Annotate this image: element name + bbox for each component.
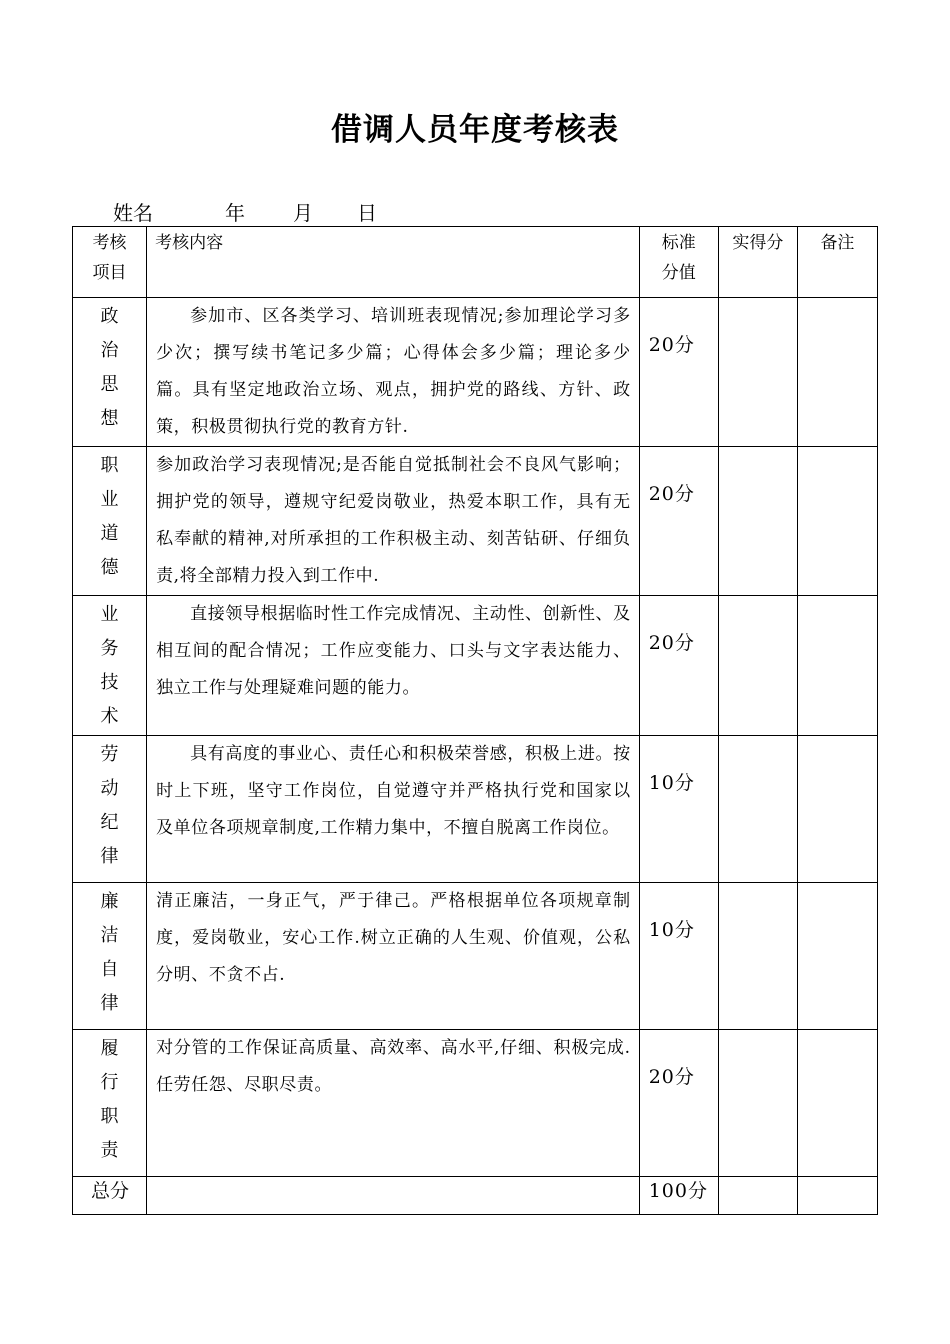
content-text: 参加政治学习表现情况;是否能自觉抵制社会不良风气影响；拥护党的领导，遵规守纪爱岗敬业，热爱本职工作，具有无私奉献的精神,对所承担的工作积极主动、刻苦钻研、仔细负责,将全部精力投入到工作中. (156, 455, 631, 586)
category-cell (73, 596, 147, 736)
category-cell (73, 298, 147, 447)
total-row (73, 1177, 878, 1215)
standard-score: 20分 (648, 1066, 695, 1088)
category-char: 思 (100, 374, 119, 395)
category-char: 政 (100, 306, 119, 327)
category-char: 动 (100, 778, 119, 799)
standard-cell (639, 596, 718, 736)
standard-cell (639, 447, 718, 596)
total-label: 总分 (91, 1180, 130, 1202)
header-category-line-2: 项目 (92, 263, 127, 283)
header-note-cell (797, 227, 877, 298)
header-line (113, 200, 377, 226)
actual-score-cell[interactable] (718, 298, 797, 447)
year-label: 年 (225, 201, 245, 225)
category-char: 责 (100, 1140, 119, 1161)
table-row (73, 1030, 878, 1177)
name-label: 姓名 (113, 201, 153, 225)
content-cell (147, 736, 640, 883)
category-char: 术 (100, 706, 119, 727)
header-actual: 实得分 (732, 233, 784, 253)
content-text: 清正廉洁，一身正气，严于律己。严格根据单位各项规章制度，爱岗敬业，安心工作.树立正确的人生观、价值观，公私分明、不贪不占. (156, 891, 631, 985)
table-row (73, 883, 878, 1030)
category-char: 道 (100, 523, 119, 544)
actual-score-cell[interactable] (718, 883, 797, 1030)
actual-score-cell[interactable] (718, 1030, 797, 1177)
day-label: 日 (357, 201, 377, 225)
total-content-cell (147, 1177, 640, 1215)
standard-cell (639, 736, 718, 883)
content-text: 具有高度的事业心、责任心和积极荣誉感，积极上进。按时上下班，坚守工作岗位，自觉遵守并严格执行党和国家以及单位各项规章制度,工作精力集中，不擅自脱离工作岗位。 (156, 744, 631, 838)
category-char: 职 (100, 1106, 119, 1127)
header-note: 备注 (820, 233, 855, 253)
content-cell (147, 1030, 640, 1177)
standard-score: 10分 (648, 919, 695, 941)
content-cell (147, 447, 640, 596)
category-char: 业 (100, 489, 119, 510)
category-char: 想 (100, 408, 119, 429)
category-char: 履 (100, 1038, 119, 1059)
category-cell (73, 883, 147, 1030)
assessment-table (72, 226, 878, 1215)
total-standard-score: 100分 (648, 1180, 708, 1202)
category-char: 律 (100, 993, 119, 1014)
category-char: 务 (100, 638, 119, 659)
header-standard-line-2: 分值 (661, 263, 696, 283)
category-cell (73, 1030, 147, 1177)
actual-score-cell[interactable] (718, 447, 797, 596)
category-char: 洁 (100, 925, 119, 946)
total-label-cell (73, 1177, 147, 1215)
total-note-cell[interactable] (797, 1177, 877, 1215)
note-cell[interactable] (797, 596, 877, 736)
category-char: 治 (100, 340, 119, 361)
standard-score: 10分 (648, 772, 695, 794)
actual-score-cell[interactable] (718, 736, 797, 883)
category-char: 业 (100, 604, 119, 625)
note-cell[interactable] (797, 298, 877, 447)
table-row (73, 447, 878, 596)
standard-score: 20分 (648, 334, 695, 356)
category-char: 自 (100, 959, 119, 980)
header-standard-cell (639, 227, 718, 298)
note-cell[interactable] (797, 1030, 877, 1177)
category-char: 德 (100, 557, 119, 578)
standard-cell (639, 298, 718, 447)
note-cell[interactable] (797, 736, 877, 883)
table-row (73, 596, 878, 736)
table-row (73, 298, 878, 447)
total-actual-score-cell[interactable] (718, 1177, 797, 1215)
standard-score: 20分 (648, 483, 695, 505)
table-header-row (73, 227, 878, 298)
content-text: 参加市、区各类学习、培训班表现情况;参加理论学习多少次；撰写续书笔记多少篇；心得体会多少篇；理论多少篇。具有坚定地政治立场、观点，拥护党的路线、方针、政策，积极贯彻执行党的教育方针. (156, 306, 631, 437)
month-label: 月 (293, 201, 313, 225)
header-standard-line-1: 标准 (661, 233, 696, 253)
note-cell[interactable] (797, 883, 877, 1030)
page-title: 借调人员年度考核表 (331, 112, 619, 148)
standard-cell (639, 1030, 718, 1177)
header-actual-cell (718, 227, 797, 298)
header-category-line-1: 考核 (92, 233, 127, 253)
category-cell (73, 736, 147, 883)
table-row (73, 736, 878, 883)
category-char: 律 (100, 846, 119, 867)
actual-score-cell[interactable] (718, 596, 797, 736)
category-char: 技 (100, 672, 119, 693)
total-standard-cell (639, 1177, 718, 1215)
content-cell (147, 883, 640, 1030)
content-text: 对分管的工作保证高质量、高效率、高水平,仔细、积极完成.任劳任怨、尽职尽责。 (156, 1038, 631, 1095)
header-category-cell (73, 227, 147, 298)
category-char: 职 (100, 455, 119, 476)
header-content: 考核内容 (155, 233, 224, 253)
content-cell (147, 298, 640, 447)
category-char: 纪 (100, 812, 119, 833)
content-text: 直接领导根据临时性工作完成情况、主动性、创新性、及相互间的配合情况；工作应变能力、口头与文字表达能力、独立工作与处理疑难问题的能力。 (156, 604, 631, 698)
note-cell[interactable] (797, 447, 877, 596)
header-content-cell (147, 227, 640, 298)
category-cell (73, 447, 147, 596)
content-cell (147, 596, 640, 736)
standard-cell (639, 883, 718, 1030)
category-char: 廉 (100, 891, 119, 912)
category-char: 劳 (100, 744, 119, 765)
standard-score: 20分 (648, 632, 695, 654)
category-char: 行 (100, 1072, 119, 1093)
